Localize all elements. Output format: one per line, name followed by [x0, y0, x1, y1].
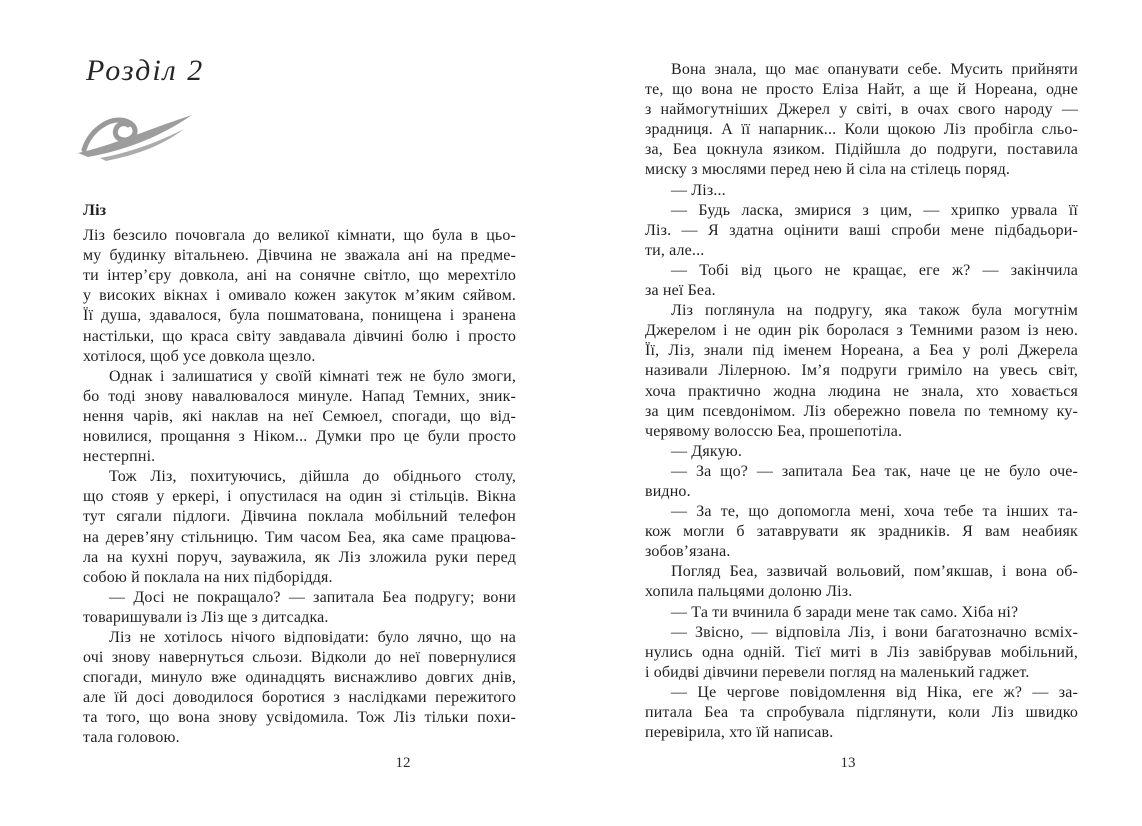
text-line: настільки, що краса світу завдавала дівчині болю і просто: [83, 327, 516, 345]
text-line: тут сягали підлоги. Дівчина поклала мобільний телефон: [83, 508, 516, 526]
text-line: Ліз поглянула на подругу, яка також була могутнім: [671, 302, 1078, 320]
text-line: хоча практично жодна людина не знала, хто ховається: [645, 382, 1078, 400]
text-line: за цим псевдонімом. Ліз обережно повела по темному ку-: [645, 402, 1078, 420]
text-line: — Звісно, — відповіла Ліз, і вони багатозначно всміх-: [671, 623, 1078, 641]
text-line: зрадниця. А її напарник... Коли щокою Ліз пробігла сльо-: [645, 121, 1078, 139]
text-line: нення чарів, які наклав на неї Семюел, спогади, що від-: [83, 407, 516, 425]
paragraph: [83, 367, 516, 467]
text-line: але їй досі доводилося боротися з наслідками пережитого: [83, 689, 516, 707]
left-paragraphs: [83, 226, 516, 748]
text-line: зобов’язана.: [645, 543, 731, 561]
text-line: Тож Ліз, похитуючись, дійшла до обіднього столу,: [109, 468, 516, 486]
right-text-block: [645, 60, 1078, 743]
text-line: те, що вона не просто Еліза Найт, а ще й Нореана, одне: [645, 81, 1078, 99]
text-line: кож могли б затаврувати як зрадників. Я вам неабияк: [645, 523, 1078, 541]
text-line: Погляд Беа, зазвичай вольовий, пом’якшав, і вона об-: [671, 563, 1078, 581]
text-line: видно.: [645, 482, 691, 500]
text-line: за, Беа цокнула язиком. Підійшла до подруги, поставила: [645, 141, 1078, 159]
text-line: тала головою.: [83, 729, 180, 747]
paragraph: [83, 226, 516, 367]
text-line: — Це чергове повідомлення від Ніка, еге ж? — за-: [671, 683, 1078, 701]
paragraph: [645, 683, 1078, 743]
paragraph: [645, 502, 1078, 562]
text-line: у високих вікнах і омивало кожен закуток м’яким сяйвом.: [83, 287, 516, 305]
page-number-right: 13: [840, 755, 856, 771]
paragraph: [645, 462, 1078, 502]
text-line: і обидві дівчини перевели погляд на маленький гаджет.: [645, 663, 1030, 681]
paragraph: [83, 467, 516, 588]
text-line: — Дякую.: [671, 442, 742, 460]
paragraph: [645, 603, 1078, 623]
text-line: бо тоді знову навалювалося минуле. Напад Темних, зник-: [83, 387, 516, 405]
text-line: та того, що вона знову усвідомила. Тож Ліз тільки похи-: [83, 709, 516, 727]
calligraphic-swirl-icon: [76, 100, 196, 162]
paragraph: [645, 60, 1078, 181]
text-line: очі знову навернуться сльози. Відколи до неї повернулися: [83, 649, 516, 667]
text-line: — Досі не покращало? — запитала Беа подругу; вони: [109, 588, 516, 606]
paragraph: [645, 623, 1078, 683]
text-line: Ліз безсило почовгала до великої кімнати, що була в цьо-: [83, 227, 516, 245]
text-line: му будинку вітальнею. Дівчина не зважала ані на предме-: [83, 247, 516, 265]
text-line: новилися, прощання з Ніком... Думки про це були просто: [83, 428, 516, 446]
text-line: спогади, минуло вже одинадцять виснажливо довгих днів,: [83, 669, 516, 687]
paragraph: [645, 442, 1078, 462]
paragraph: [83, 588, 516, 628]
text-line: черявому волоссю Беа, прошепотіла.: [645, 422, 903, 440]
left-text-block: [83, 201, 516, 749]
text-line: — Ліз...: [671, 181, 726, 199]
chapter-title: Розділ 2: [86, 54, 205, 87]
text-line: Її душа, здавалося, була пошматована, понищена і зранена: [83, 307, 516, 325]
text-line: — За те, що допомогла мені, хоча тебе та інших та-: [671, 503, 1078, 521]
text-line: на дерев’яну стільницю. Тим часом Беа, яка саме працюва-: [83, 528, 516, 546]
paragraph: [645, 562, 1078, 602]
text-line: хопила пальцями долоню Ліз.: [645, 583, 853, 601]
right-paragraphs: [645, 60, 1078, 743]
text-line: називали Лілерною. Ім’я подруги гриміло на увесь світ,: [645, 362, 1078, 380]
text-line: собою й поклала на них підборіддя.: [83, 568, 333, 586]
text-line: — Та ти вчинила б заради мене так само. Хіба ні?: [671, 603, 1019, 621]
text-line: — Будь ласка, змирися з цим, — хрипко урвала її: [671, 201, 1078, 219]
text-line: ти, але...: [645, 241, 705, 259]
paragraph: [645, 301, 1078, 442]
text-line: з наймогутніших Джерел у світі, в очах свого народу —: [645, 101, 1078, 119]
text-line: — Тобі від цього не кращає, еге ж? — закінчила: [671, 261, 1078, 279]
text-line: перевірила, хто їй написав.: [645, 724, 834, 742]
text-line: що стояв у еркері, і опустилася на один зі стільців. Вікна: [83, 488, 516, 506]
text-line: миску з мюслями перед нею й сіла на стілець поряд.: [645, 161, 1011, 179]
text-line: за неї Беа.: [645, 282, 716, 300]
text-line: нулись одна одній. Тієї миті в Ліз завібрував мобільний,: [645, 643, 1078, 661]
paragraph: [83, 628, 516, 749]
paragraph: [645, 181, 1078, 201]
text-line: Ліз. — Я здатна оцінити ваші спроби мене підбадьори-: [645, 221, 1078, 239]
text-line: ти інтер’єру довкола, ані на сонячне світло, що мерехтіло: [83, 267, 516, 285]
text-line: — За що? — запитала Беа так, наче це не було оче-: [671, 462, 1078, 480]
character-heading: Ліз: [83, 202, 107, 219]
paragraph: [645, 201, 1078, 261]
text-line: ла на кухні поруч, зауважила, як Ліз зложила руки перед: [83, 548, 516, 566]
text-line: Однак і залишатися у своїй кімнаті теж не було змоги,: [109, 367, 516, 385]
paragraph: [645, 261, 1078, 301]
page-number-left: 12: [395, 755, 411, 771]
text-line: Вона знала, що має опанувати себе. Мусить прийняти: [671, 61, 1078, 78]
text-line: Ліз не хотілось нічого відповідати: було лячно, що на: [109, 628, 516, 646]
text-line: Її, Ліз, знали під іменем Нореана, а Беа у ролі Джерела: [645, 342, 1078, 360]
text-line: хотілося, щоб усе довкола щезло.: [83, 347, 316, 365]
text-line: питала Беа та спробувала підглянути, коли Ліз швидко: [645, 704, 1078, 721]
text-line: товаришували із Ліз ще з дитсадка.: [83, 608, 329, 626]
text-line: Джерелом і не один рік боролася з Темними разом із нею.: [645, 322, 1078, 340]
text-line: нестерпні.: [83, 448, 156, 466]
